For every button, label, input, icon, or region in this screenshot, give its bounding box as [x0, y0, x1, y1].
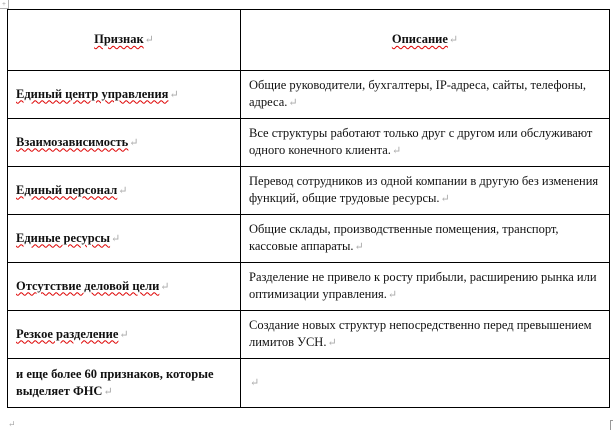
header-description[interactable]: Описание↵: [241, 10, 610, 71]
feature-cell[interactable]: Взаимозависимость↵: [8, 119, 241, 167]
paragraph-mark-icon: ↵: [250, 377, 260, 389]
paragraph-mark-icon: ↵: [327, 337, 337, 349]
description-cell[interactable]: [241, 359, 610, 408]
paragraph-mark-icon: ↵: [288, 97, 298, 109]
description-cell[interactable]: Разделение не привело к росту прибыли, расширению рынка или оптимизации управления.↵: [241, 263, 610, 311]
description-cell[interactable]: Общие руководители, бухгалтеры, IP-адреса, сайты, телефоны, адреса.↵: [241, 71, 610, 119]
feature-cell[interactable]: Отсутствие деловой цели↵: [8, 263, 241, 311]
feature-cell[interactable]: и еще более 60 признаков, которые выделяет ФНС↵: [8, 359, 241, 408]
paragraph-mark-icon: ↵: [448, 34, 459, 46]
feature-cell[interactable]: Единый персонал↵: [8, 167, 241, 215]
table-row: [8, 359, 610, 408]
feature-cell[interactable]: Единые ресурсы↵: [8, 215, 241, 263]
description-cell[interactable]: Общие склады, производственные помещения, транспорт, кассовые аппараты.↵: [241, 215, 610, 263]
table-row: [8, 215, 610, 263]
paragraph-mark-icon: ↵: [354, 241, 364, 253]
table-move-handle[interactable]: +: [0, 0, 9, 9]
paragraph-mark-icon: ↵: [118, 184, 128, 197]
description-cell[interactable]: Все структуры работают только друг с другом или обслуживают одного конечного клиента.↵: [241, 119, 610, 167]
paragraph-mark-icon: ↵: [111, 232, 121, 245]
description-cell[interactable]: Создание новых структур непосредственно перед превышением лимитов УСН.↵: [241, 311, 610, 359]
paragraph-mark-icon: ↵: [440, 193, 450, 205]
paragraph-mark-icon: ↵: [169, 88, 179, 101]
table-row: [8, 167, 610, 215]
paragraph-mark-icon: ↵: [119, 328, 129, 341]
table-row: [8, 119, 610, 167]
paragraph-mark-icon: ↵: [391, 145, 402, 157]
header-feature[interactable]: Признак↵: [8, 10, 241, 71]
paragraph-mark-icon: ↵: [387, 289, 398, 301]
description-cell[interactable]: Перевод сотрудников из одной компании в другую без изменения функций, общие трудовые ресурсы.↵: [241, 167, 610, 215]
paragraph-mark-icon: ↵: [144, 34, 154, 46]
feature-cell[interactable]: Резкое разделение↵: [8, 311, 241, 359]
table-row: [8, 311, 610, 359]
features-table: [7, 9, 610, 408]
table-row: [8, 263, 610, 311]
table-row: [8, 71, 610, 119]
paragraph-mark-icon: ↵: [129, 136, 139, 149]
paragraph-mark-icon: ↵: [8, 419, 16, 429]
feature-cell[interactable]: Единый центр управления↵: [8, 71, 241, 119]
paragraph-mark-icon: ↵: [103, 385, 113, 398]
paragraph-mark-icon: ↵: [160, 280, 170, 293]
table-header-row: [8, 10, 610, 71]
